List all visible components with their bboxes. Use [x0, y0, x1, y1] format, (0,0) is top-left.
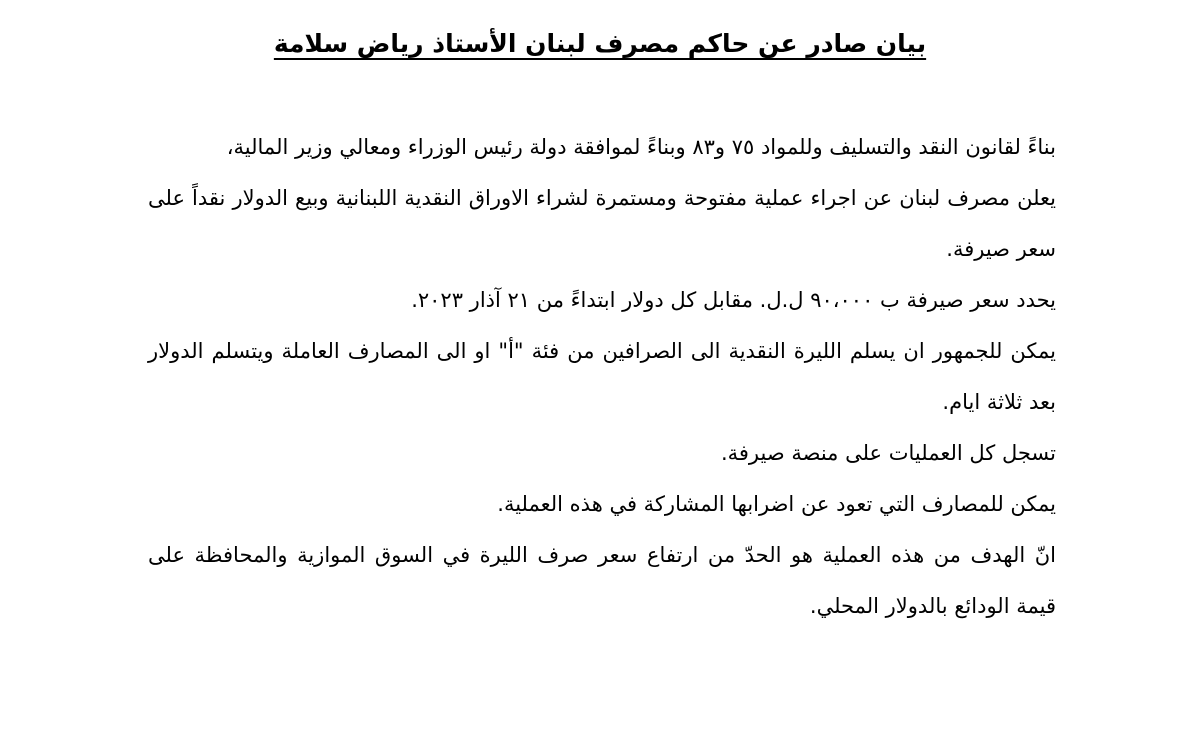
document-title: بيان صادر عن حاكم مصرف لبنان الأستاذ رياض سلامة: [273, 29, 927, 58]
paragraph-announcement: يعلن مصرف لبنان عن اجراء عملية مفتوحة ومستمرة لشراء الاوراق النقدية اللبنانية وبيع الدولار نقداً على سعر صيرفة.: [148, 186, 1056, 261]
document-body: [148, 122, 1056, 632]
paragraph-exchange-rate: يحدد سعر صيرفة ب ٩٠،٠٠٠ ل.ل. مقابل كل دولار ابتداءً من ٢١ آذار ٢٠٢٣.: [411, 288, 1056, 312]
paragraph-public-exchange: يمكن للجمهور ان يسلم الليرة النقدية الى الصرافين من فئة "أ" او الى المصارف العاملة ويتسلم الدولار بعد ثلاثة ايام.: [148, 339, 1056, 414]
paragraph-sayrafa-platform: تسجل كل العمليات على منصة صيرفة.: [720, 441, 1056, 465]
paragraph-legal-basis: بناءً لقانون النقد والتسليف وللمواد ٧٥ و٨٣ وبناءً لموافقة دولة رئيس الوزراء ومعالي وزير المالية،: [226, 135, 1056, 159]
paragraph-objective: انّ الهدف من هذه العملية هو الحدّ من ارتفاع سعر صرف الليرة في السوق الموازية والمحافظة على قيمة الودائع بالدولار المحلي.: [148, 543, 1056, 618]
paragraph-banks-participation: يمكن للمصارف التي تعود عن اضرابها المشاركة في هذه العملية.: [497, 492, 1056, 516]
